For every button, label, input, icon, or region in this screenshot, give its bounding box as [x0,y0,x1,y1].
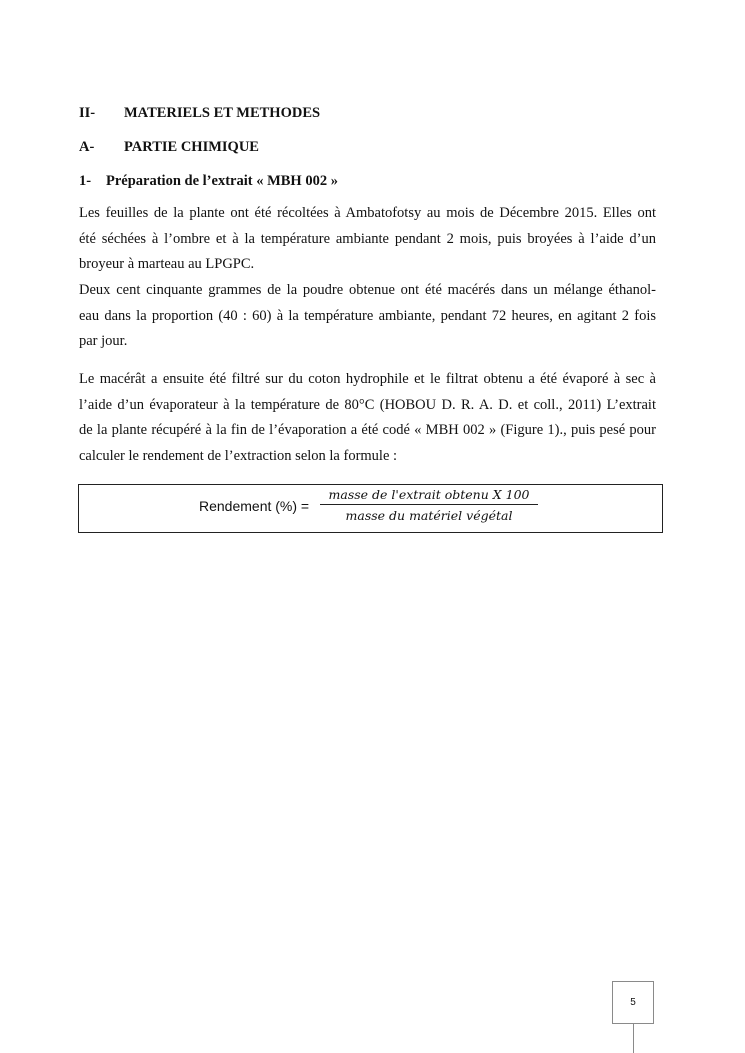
paragraph-line: par jour. [79,333,128,349]
formula-denominator: masse du matériel végétal [345,508,513,523]
subsubsection-title: Préparation de l’extrait « MBH 002 » [106,173,338,189]
formula-label: Rendement (%) = [199,498,310,514]
page-number-divider [633,1024,634,1053]
section-title: MATERIELS ET METHODES [124,105,321,121]
section-number: II- [79,105,96,121]
subsection-title: PARTIE CHIMIQUE [124,139,259,155]
yield-formula-box [78,484,663,533]
page-number: 5 [612,981,654,1024]
paragraph-line: Le macérât a ensuite été filtré sur du coton hydrophile et le filtrat obtenu a été évaporé à sec à [79,371,656,387]
paragraph-line: eau dans la proportion (40 : 60) à la température ambiante, pendant 72 heures, en agitant 2 fois [79,307,656,324]
formula-numerator: masse de l'extrait obtenu X 100 [328,487,530,502]
formula-fraction [320,486,538,524]
paragraph-filtration [79,367,656,469]
subsubsection-number: 1- [79,173,92,189]
paragraph-line: broyeur à marteau au LPGPC. [79,256,255,272]
paragraph-line: Les feuilles de la plante ont été récoltées à Ambatofotsy au mois de Décembre 2015. Elles ont [79,205,656,221]
paragraph-line: l’aide d’un évaporateur à la température de 80°C (HOBOU D. R. A. D. et coll., 2011) L’extrait [79,396,656,413]
paragraph-line: calculer le rendement de l’extraction selon la formule : [79,447,398,464]
paragraph-harvest [79,201,656,278]
paragraph-line: de la plante récupéré à la fin de l’évaporation a été codé « MBH 002 » (Figure 1)., puis pesé pour [79,422,656,438]
fraction-bar [320,504,538,505]
paragraph-maceration [79,278,656,355]
subsection-number: A- [79,139,95,155]
paragraph-line: Deux cent cinquante grammes de la poudre obtenue ont été macérés dans un mélange éthanol- [79,282,656,298]
paragraph-line: été séchées à l’ombre et à la température ambiante pendant 2 mois, puis broyées à l’aide d’un [79,230,656,247]
